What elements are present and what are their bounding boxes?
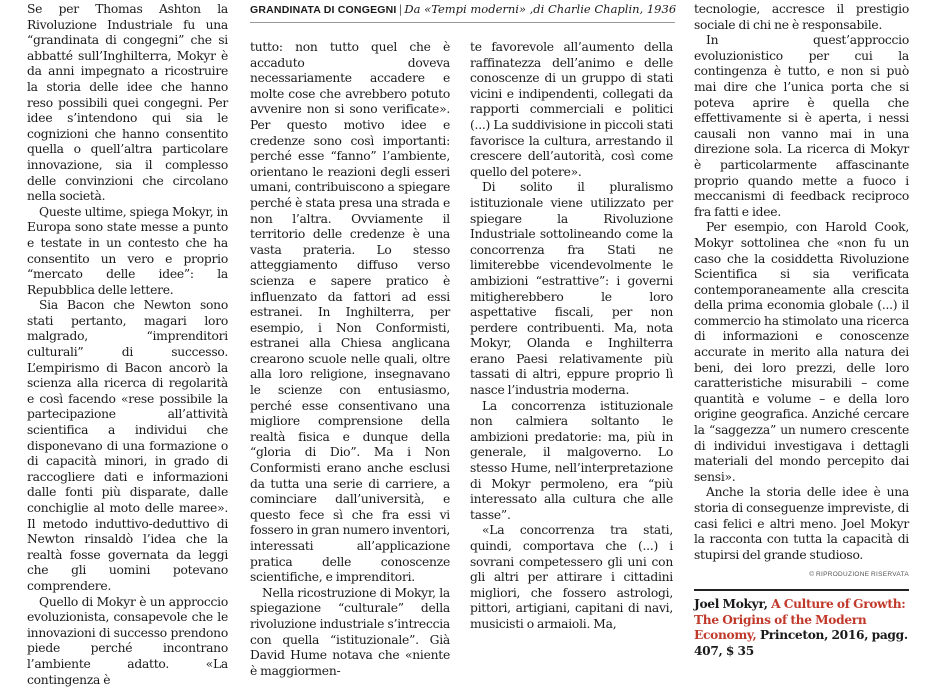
paragraph: Quello di Mokyr è un approccio evoluzionista, consapevole che le innovazioni di successo prendono piede perché incontrano l’ambiente adatto. «La contingenza è bbox=[27, 594, 228, 687]
article-column-1 bbox=[27, 2, 228, 688]
paragraph: Queste ultime, spiega Mokyr, in Europa sono state messe a punto e testate in un contesto che ha consentito un vero e proprio “mercato delle idee”: la Repubblica delle lettere. bbox=[27, 204, 228, 297]
book-publisher: Princeton, 2016, pagg. 407, $ 35 bbox=[694, 628, 908, 658]
paragraph: «La concorrenza tra stati, quindi, comportava che (...) i sovrani competessero gli uni con gli altri per attirare i cittadini migliori, che fossero astrologi, pittori, artigiani, capitani di navi, musicisti o armaioli. Ma, bbox=[470, 523, 673, 631]
paragraph: Per esempio, con Harold Cook, Mokyr sottolinea che «non fu un caso che la cosiddetta Rivoluzione Scientifica si sia verificata contemporaneamente alla crescita della prima economia globale (...) il commercio ha stimolato una ricerca di informazioni e conoscenze accurate in merito alla natura dei beni, dei loro prezzi, delle loro caratteristiche misurabili – come quantità e volume – e della loro origine geografica. Anziché cercare la “saggezza” un numero crescente di individui investigava i dettagli materiali del mondo percepito dai sensi». bbox=[694, 220, 909, 484]
book-author: Joel Mokyr, bbox=[694, 596, 768, 611]
caption-divider bbox=[250, 22, 675, 23]
caption-text: Da «Tempi moderni» ,di Charlie Chaplin, 1936 bbox=[404, 2, 677, 16]
paragraph: Nella ricostruzione di Mokyr, la spiegazione “culturale” della rivoluzione industriale s’intreccia con quella “istituzionale”. Già David Hume notava che «niente è maggiormen- bbox=[250, 585, 450, 678]
book-divider bbox=[694, 589, 909, 591]
image-caption bbox=[250, 2, 680, 18]
copyright-notice: © RIPRODUZIONE RISERVATA bbox=[809, 571, 909, 579]
article-column-3 bbox=[470, 40, 673, 633]
book-reference bbox=[694, 597, 909, 659]
paragraph: In quest’approccio evoluzionistico per cui la contingenza è tutto, e non si può mai dire che l’unica porta che si poteva aprire è quella che effettivamente si è aperta, i nessi causali non vanno mai in una direzione sola. La ricerca di Mokyr è particolarmente affascinante proprio quando mette a fuoco i meccanismi di feedback reciproco fra fatti e idee. bbox=[694, 33, 909, 219]
caption-heading: GRANDINATA DI CONGEGNI bbox=[250, 4, 397, 16]
article-column-2 bbox=[250, 40, 450, 679]
paragraph: tecnologie, accresce il prestigio sociale di chi ne è responsabile. bbox=[694, 2, 909, 32]
paragraph: Di solito il pluralismo istituzionale viene utilizzato per spiegare la Rivoluzione Industriale sottolineando come la concorrenza fra Stati ne limiterebbe vicendevolmente le ambizioni “estrattive”: i governi mitigherebbero le loro aspettative fiscali, per non perdere contribuenti. Ma, nota Mokyr, Olanda e Inghilterra erano Paesi relativamente più tassati di altri, eppure proprio lì nasce l’industria moderna. bbox=[470, 180, 673, 398]
paragraph: tutto: non tutto quel che è accaduto doveva necessariamente accadere e molte cose che avrebbero potuto avvenire non si sono verificate». Per questo motivo idee e credenze sono così importanti: perché esse “fanno” l’ambiente, orientano le reazioni degli esseri umani, contribuiscono a spiegare perché è stata presa una strada e non l’altra. Ovviamente il territorio delle credenze è una vasta prateria. Lo stesso atteggiamento diffuso verso scienza e sapere pratico è influenzato da fattori ad essi estranei. In Inghilterra, per esempio, i Non Conformisti, estranei alla Chiesa anglicana crearono scuole nelle quali, oltre alla loro religione, insegnavano le scienze con entusiasmo, perché esse consentivano una migliore comprensione della realtà fisica e dunque della “gloria di Dio”. Ma i Non Conformisti erano anche esclusi da tutta una serie di carriere, a cominciare dall’università, e questo fece sì che fra essi vi fossero in gran numero inventori, interessati all’applicazione pratica delle conoscenze scientifiche, e imprenditori. bbox=[250, 40, 450, 585]
paragraph: Anche la storia delle idee è una storia di conseguenze impreviste, di casi felici e altri meno. Joel Mokyr la racconta con tutta la capacità di stupirsi del grande studioso. bbox=[694, 485, 909, 562]
book-title: A Culture of Growth: The Origins of the Modern Economy, bbox=[694, 596, 906, 643]
paragraph: Se per Thomas Ashton la Rivoluzione Industriale fu una “grandinata di congegni” che si abbatté sull’Inghilterra, Mokyr è da anni impegnato a ricostruire la storia delle idee che hanno reso possibili quei congegni. Per idee s’intendono qui sia le cognizioni che hanno consentito quella o quell’altra particolare innovazione, sia il complesso delle convinzioni che circolano nella società. bbox=[27, 2, 228, 204]
caption-separator: | bbox=[398, 2, 403, 16]
paragraph: La concorrenza istituzionale non calmiera soltanto le ambizioni predatorie: ma, più in generale, il malgoverno. Lo stesso Hume, nell’interpretazione di Mokyr permoleno, era “più interessato alla cultura che alle tasse”. bbox=[470, 398, 673, 522]
article-column-4 bbox=[694, 2, 909, 659]
paragraph: Sia Bacon che Newton sono stati pertanto, magari loro malgrado, “imprenditori culturali” di successo. L’empirismo di Bacon ancorò la scienza alla ricerca di regolarità e così facendo «rese possibile la partecipazione all’attività scientifica a individui che disponevano di una formazione o di capacità minori, in grado di raccogliere dati e informazioni dalle fonti più disparate, dalle conchiglie al moto delle maree». Il metodo induttivo-deduttivo di Newton rinsaldò l’idea che la realtà fosse governata da leggi che gli uomini potevano comprendere. bbox=[27, 298, 228, 593]
paragraph: te favorevole all’aumento della raffinatezza dell’animo e delle conoscenze di un gruppo di stati vicini e indipendenti, collegati da rapporti commerciali e politici (...) La suddivisione in piccoli stati favorisce la cultura, arrestando il crescere dell’autorità, così come quello del potere». bbox=[470, 40, 673, 179]
